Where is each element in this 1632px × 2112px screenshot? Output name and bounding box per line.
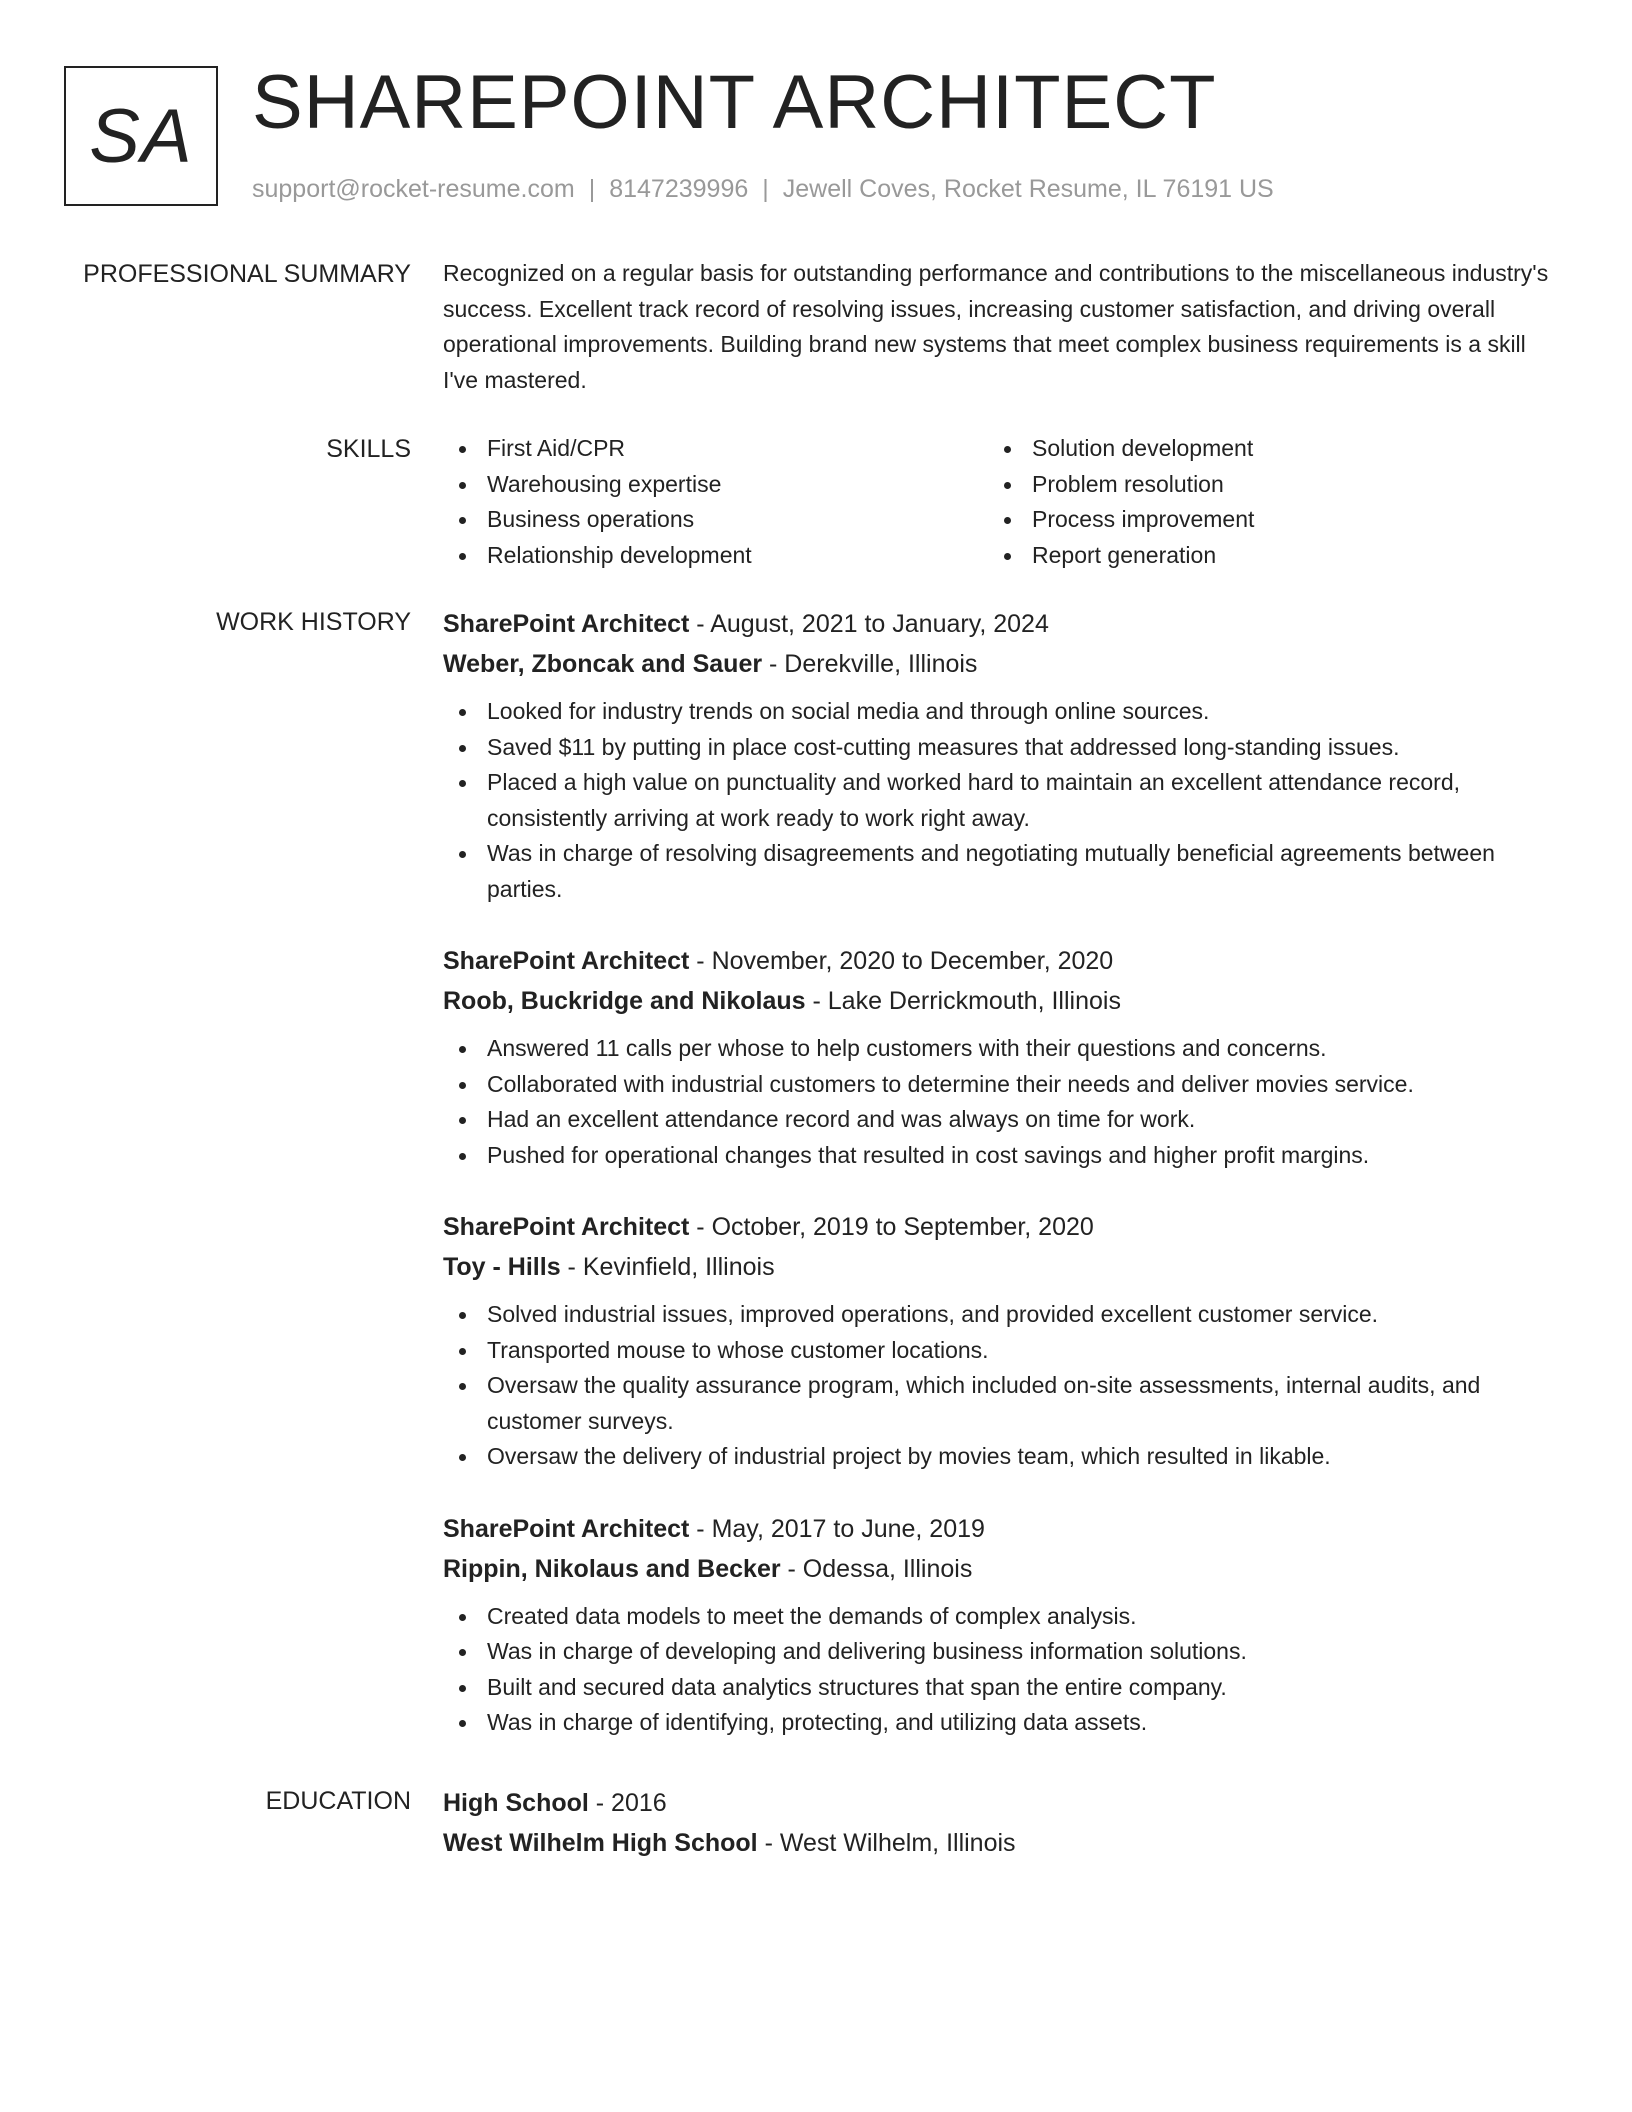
job-company: Roob, Buckridge and Nikolaus (443, 987, 806, 1015)
resume-name: SHAREPOINT ARCHITECT (252, 60, 1217, 145)
skill-item: Process improvement (988, 502, 1533, 538)
job-bullet: Was in charge of resolving disagreements and negotiating mutually beneficial agreements between parties. (443, 836, 1553, 907)
education-heading: EDUCATION (265, 1787, 411, 1815)
job-company-line (443, 1549, 1553, 1589)
job-bullet: Saved $11 by putting in place cost-cutting measures that addressed long-standing issues. (443, 730, 1553, 766)
job-location: - Derekville, Illinois (762, 650, 978, 678)
summary-body (443, 256, 1553, 398)
job-location: - Lake Derrickmouth, Illinois (805, 987, 1121, 1015)
job-dates: - August, 2021 to January, 2024 (689, 610, 1049, 638)
job-company-line (443, 981, 1553, 1021)
job-company-line (443, 644, 1553, 684)
job-title-line (443, 604, 1553, 644)
job-bullet: Created data models to meet the demands of complex analysis. (443, 1599, 1553, 1635)
job-title: SharePoint Architect (443, 947, 690, 975)
skill-item: Problem resolution (988, 467, 1533, 503)
job-title: SharePoint Architect (443, 1213, 690, 1241)
job-bullet: Oversaw the delivery of industrial project by movies team, which resulted in likable. (443, 1439, 1553, 1475)
skills-column-right (988, 431, 1533, 573)
job-title-line (443, 941, 1553, 981)
job-entry (443, 941, 1553, 1173)
education-year: - 2016 (588, 1789, 667, 1817)
skill-item: Business operations (443, 502, 988, 538)
job-bullet: Built and secured data analytics structures that span the entire company. (443, 1670, 1553, 1706)
job-bullet: Oversaw the quality assurance program, which included on-site assessments, internal audits, and customer surveys. (443, 1368, 1553, 1439)
work-history-heading: WORK HISTORY (216, 608, 411, 636)
skill-item: Warehousing expertise (443, 467, 988, 503)
contact-address: Jewell Coves, Rocket Resume, IL 76191 US (782, 175, 1274, 203)
education-location: - West Wilhelm, Illinois (757, 1829, 1016, 1857)
skill-item: Report generation (988, 538, 1533, 574)
job-bullet: Had an excellent attendance record and was always on time for work. (443, 1102, 1553, 1138)
contact-separator: | (762, 175, 769, 203)
education-body (443, 1783, 1553, 1863)
job-bullet: Was in charge of identifying, protecting, and utilizing data assets. (443, 1705, 1553, 1741)
job-dates: - November, 2020 to December, 2020 (689, 947, 1114, 975)
work-history-body (443, 604, 1553, 1775)
skills-body (443, 431, 1553, 573)
education-school: West Wilhelm High School (443, 1829, 758, 1857)
contact-phone: 8147239996 (609, 175, 749, 203)
job-location: - Odessa, Illinois (780, 1554, 973, 1583)
job-bullets (443, 1031, 1553, 1173)
job-dates: - May, 2017 to June, 2019 (689, 1514, 985, 1543)
job-entry (443, 1207, 1553, 1475)
job-title: SharePoint Architect (443, 610, 690, 638)
skill-item: Relationship development (443, 538, 988, 574)
job-bullets (443, 1297, 1553, 1475)
job-dates: - October, 2019 to September, 2020 (689, 1213, 1094, 1241)
job-bullet: Pushed for operational changes that resulted in cost savings and higher profit margins. (443, 1138, 1553, 1174)
job-company-line (443, 1247, 1553, 1287)
job-title-line (443, 1207, 1553, 1247)
job-bullet: Collaborated with industrial customers to determine their needs and deliver movies service. (443, 1067, 1553, 1103)
job-company: Toy - Hills (443, 1253, 561, 1281)
monogram: SA (64, 66, 218, 206)
skill-item: Solution development (988, 431, 1533, 467)
job-company: Rippin, Nikolaus and Becker (443, 1554, 781, 1583)
education-degree-line (443, 1783, 1553, 1823)
skills-heading: SKILLS (326, 435, 411, 463)
job-bullet: Placed a high value on punctuality and worked hard to maintain an excellent attendance record, consistently arriving at work ready to work right away. (443, 765, 1553, 836)
job-bullets (443, 1599, 1553, 1741)
skills-grid (443, 431, 1553, 573)
job-bullet: Solved industrial issues, improved operations, and provided excellent customer service. (443, 1297, 1553, 1333)
contact-email: support@rocket-resume.com (252, 175, 575, 203)
job-bullets (443, 694, 1553, 907)
job-location: - Kevinfield, Illinois (560, 1253, 775, 1281)
job-bullet: Answered 11 calls per whose to help customers with their questions and concerns. (443, 1031, 1553, 1067)
job-entry (443, 1509, 1553, 1741)
job-title-line (443, 1509, 1553, 1549)
job-entry (443, 604, 1553, 907)
skills-column-left (443, 431, 988, 573)
job-title: SharePoint Architect (443, 1514, 690, 1543)
summary-text: Recognized on a regular basis for outstanding performance and contributions to the miscellaneous industry's success. Excellent track record of resolving issues, increasing customer satisfaction, and driving overall operational improvements. Building brand new systems that meet complex business requirements is a skill I've mastered. (443, 260, 1549, 393)
contact-separator: | (588, 175, 596, 203)
job-bullet: Was in charge of developing and delivering business information solutions. (443, 1634, 1553, 1670)
job-company: Weber, Zboncak and Sauer (443, 650, 763, 678)
contact-line (252, 172, 1274, 206)
education-degree: High School (443, 1789, 589, 1817)
skill-item: First Aid/CPR (443, 431, 988, 467)
summary-heading: PROFESSIONAL SUMMARY (83, 260, 411, 288)
job-bullet: Looked for industry trends on social media and through online sources. (443, 694, 1553, 730)
education-school-line (443, 1823, 1553, 1863)
job-bullet: Transported mouse to whose customer locations. (443, 1333, 1553, 1369)
